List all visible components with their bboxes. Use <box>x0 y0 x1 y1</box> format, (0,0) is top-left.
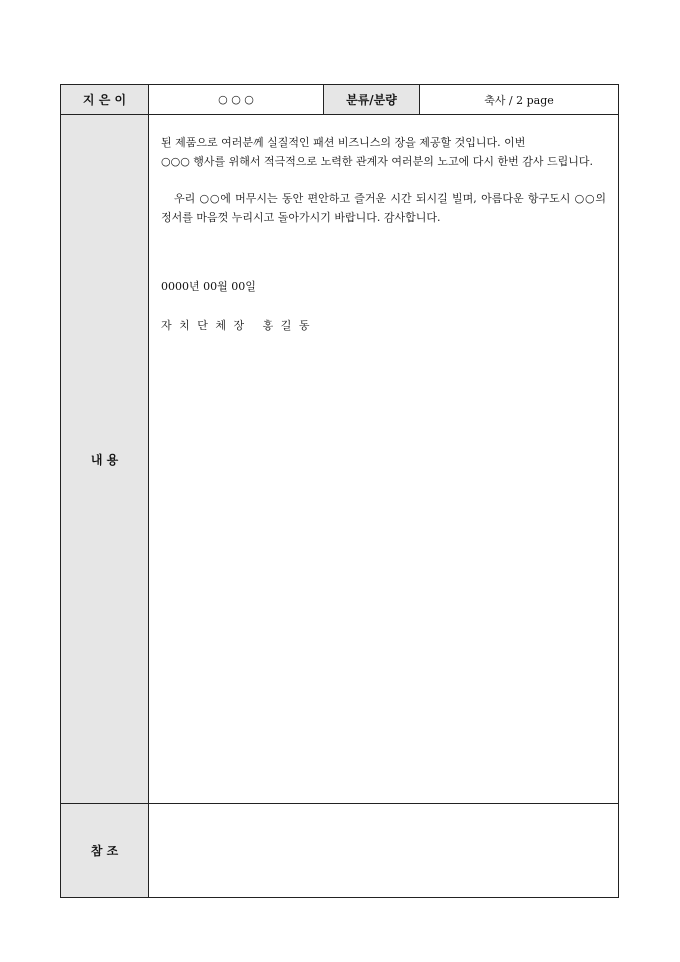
category-value: 축사 / 2 page <box>420 85 619 115</box>
reference-value <box>149 804 619 898</box>
signer-line: 자 치 단 체 장 홍 길 동 <box>161 319 312 332</box>
paragraph-1 <box>161 133 606 171</box>
document-table <box>60 84 619 898</box>
content-label: 내 용 <box>61 115 149 804</box>
content-row <box>61 115 619 804</box>
content-body <box>149 115 619 804</box>
category-label: 분류/분량 <box>324 85 420 115</box>
reference-row <box>61 804 619 898</box>
author-label: 지 은 이 <box>61 85 149 115</box>
paragraph-1-line-2: ○○○ 행사를 위해서 적극적으로 노력한 관계자 여러분의 노고에 다시 한번 감사 드립니다. <box>161 155 594 168</box>
header-row <box>61 85 619 115</box>
date-line: 0000년 00월 00일 <box>161 280 256 293</box>
author-value: ○ ○ ○ <box>149 85 324 115</box>
paragraph-2: 우리 ○○에 머무시는 동안 편안하고 즐거운 시간 되시길 빌며, 아름다운 항구도시 ○○의 정서를 마음껏 누리시고 돌아가시기 바랍니다. 감사합니다. <box>161 192 606 224</box>
paragraph-1-line-1: 된 제품으로 여러분께 실질적인 패션 비즈니스의 장을 제공할 것입니다. 이번 <box>161 136 526 149</box>
reference-label: 참 조 <box>61 804 149 898</box>
